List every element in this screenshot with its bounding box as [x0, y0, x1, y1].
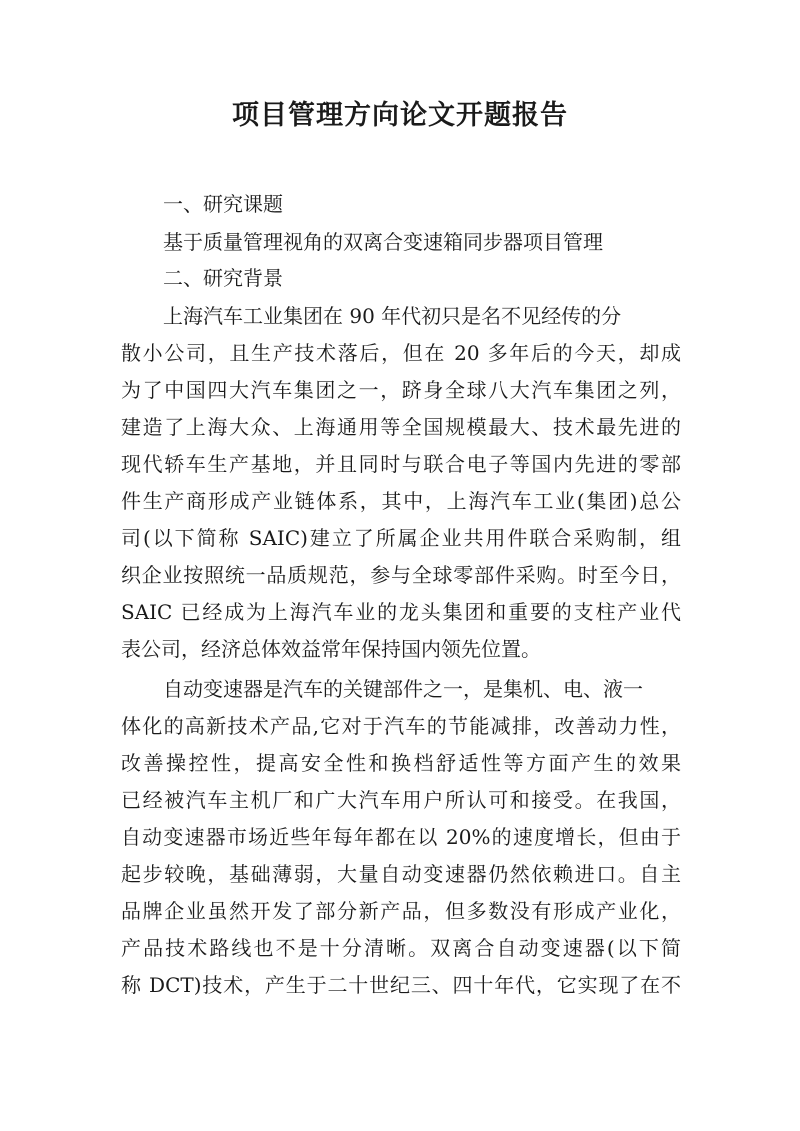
paragraph-line: 自动变速器市场近些年每年都在以 20%的速度增长，但由于	[121, 825, 681, 849]
paragraph-line: 建造了上海大众、上海通用等全国规模最大、技术最先进的	[121, 415, 681, 439]
paragraph-line: 为了中国四大汽车集团之一，跻身全球八大汽车集团之列，	[121, 378, 681, 402]
document-title: 项目管理方向论文开题报告	[232, 100, 568, 131]
paragraph-line: 品牌企业虽然开发了部分新产品，但多数没有形成产业化，	[121, 899, 681, 923]
paragraph-line: 表公司，经济总体效益常年保持国内领先位置。	[121, 637, 541, 661]
paragraph-line: SAIC 已经成为上海汽车业的龙头集团和重要的支柱产业代	[121, 600, 681, 624]
paragraph-line: 司(以下简称 SAIC)建立了所属企业共用件联合采购制，组	[121, 526, 681, 550]
section-heading-topic: 一、研究课题	[163, 192, 283, 216]
paragraph-line: 上海汽车工业集团在 90 年代初只是名不见经传的分	[163, 304, 622, 328]
topic-text: 基于质量管理视角的双离合变速箱同步器项目管理	[163, 230, 603, 254]
paragraph-line: 称 DCT)技术，产生于二十世纪三、四十年代，它实现了在不	[121, 973, 681, 997]
section-heading-background: 二、研究背景	[163, 266, 283, 290]
paragraph-line: 自动变速器是汽车的关键部件之一，是集机、电、液一	[163, 677, 643, 701]
paragraph-line: 体化的高新技术产品,它对于汽车的节能减排，改善动力性，	[121, 714, 681, 738]
paragraph-line: 件生产商形成产业链体系，其中，上海汽车工业(集团)总公	[121, 489, 681, 513]
paragraph-line: 现代轿车生产基地，并且同时与联合电子等国内先进的零部	[121, 452, 681, 476]
paragraph-line: 起步较晚，基础薄弱，大量自动变速器仍然依赖进口。自主	[121, 862, 681, 886]
paragraph-line: 产品技术路线也不是十分清晰。双离合自动变速器(以下简	[121, 936, 681, 960]
paragraph-line: 散小公司，且生产技术落后，但在 20 多年后的今天，却成	[121, 341, 681, 365]
paragraph-line: 已经被汽车主机厂和广大汽车用户所认可和接受。在我国，	[121, 788, 681, 812]
paragraph-line: 改善操控性，提高安全性和换档舒适性等方面产生的效果	[121, 751, 681, 775]
paragraph-line: 织企业按照统一品质规范，参与全球零部件采购。时至今日，	[121, 563, 681, 587]
